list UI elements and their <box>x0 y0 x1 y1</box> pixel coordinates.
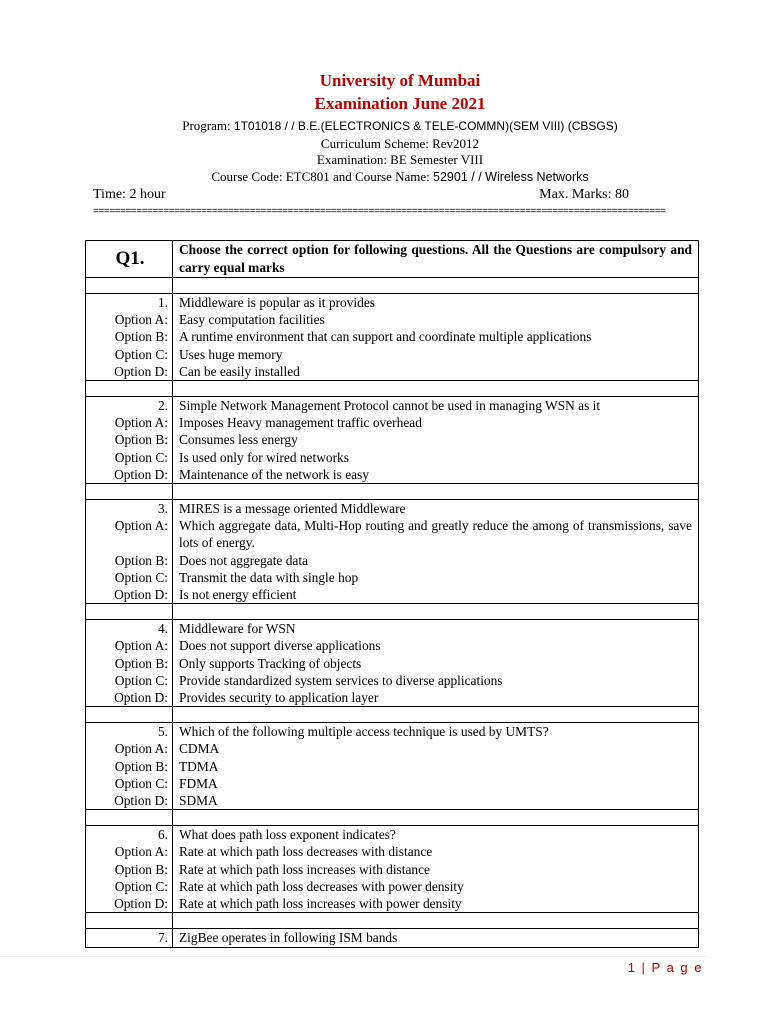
option-text: SDMA <box>173 792 699 810</box>
spacer-cell <box>86 707 173 723</box>
option-label: Option C: <box>86 449 173 466</box>
question-text: Which of the following multiple access technique is used by UMTS? <box>173 723 699 741</box>
question-number: 7. <box>86 929 173 947</box>
question-number: 4. <box>86 620 173 638</box>
option-text: Which aggregate data, Multi-Hop routing and greatly reduce the among of transmissions, save lots of energy. <box>173 517 699 551</box>
spacer-row <box>86 484 699 500</box>
page-number: 1 | P a g e <box>627 960 703 975</box>
question-row <box>86 397 699 415</box>
option-label: Option B: <box>86 328 173 345</box>
option-text: A runtime environment that can support and coordinate multiple applications <box>173 328 699 345</box>
spacer-cell <box>173 604 699 620</box>
option-text: Can be easily installed <box>173 363 699 381</box>
spacer-cell <box>86 381 173 397</box>
option-label: Option D: <box>86 466 173 484</box>
examination-line: Examination: BE Semester VIII <box>316 152 484 167</box>
option-text: Is not energy efficient <box>173 586 699 604</box>
option-label: Option A: <box>86 637 173 654</box>
option-text: Rate at which path loss increases with distance <box>173 861 699 878</box>
option-row <box>86 517 699 551</box>
option-text: Does not support diverse applications <box>173 637 699 654</box>
option-row <box>86 311 699 328</box>
spacer-cell <box>173 913 699 929</box>
option-text: FDMA <box>173 775 699 792</box>
spacer-cell <box>86 913 173 929</box>
spacer-cell <box>173 810 699 826</box>
option-row <box>86 655 699 672</box>
option-label: Option D: <box>86 792 173 810</box>
option-row <box>86 672 699 689</box>
option-label: Option B: <box>86 552 173 569</box>
option-label: Option B: <box>86 861 173 878</box>
footer-divider <box>0 956 707 957</box>
option-label: Option A: <box>86 843 173 860</box>
option-label: Option A: <box>86 414 173 431</box>
option-row <box>86 552 699 569</box>
option-row <box>86 758 699 775</box>
option-row <box>86 843 699 860</box>
q1-instruction: Choose the correct option for following questions. All the Questions are compulsory and carry equal marks <box>173 241 699 278</box>
time-label: Time: 2 hour <box>93 187 166 202</box>
option-row <box>86 586 699 604</box>
q1-header-row <box>86 241 699 278</box>
question-text: MIRES is a message oriented Middleware <box>173 500 699 518</box>
spacer-cell <box>173 381 699 397</box>
curriculum-line: Curriculum Scheme: Rev2012 <box>320 136 480 151</box>
option-text: Rate at which path loss decreases with distance <box>173 843 699 860</box>
option-row <box>86 449 699 466</box>
university-title: University of Mumbai <box>319 71 481 90</box>
spacer-row <box>86 913 699 929</box>
option-label: Option A: <box>86 517 173 551</box>
program-value: 1T01018 / / B.E.(ELECTRONICS & TELE-COMMN)(SEM VIII) (CBSGS) <box>233 119 618 133</box>
option-text: Transmit the data with single hop <box>173 569 699 586</box>
spacer-row <box>86 381 699 397</box>
question-text: ZigBee operates in following ISM bands <box>173 929 699 947</box>
option-text: Provide standardized system services to diverse applications <box>173 672 699 689</box>
spacer-cell <box>173 278 699 294</box>
spacer-cell <box>173 707 699 723</box>
spacer-cell <box>86 278 173 294</box>
option-row <box>86 328 699 345</box>
option-label: Option C: <box>86 775 173 792</box>
option-row <box>86 740 699 757</box>
course-line <box>0 169 770 185</box>
option-row <box>86 878 699 895</box>
spacer-cell <box>86 810 173 826</box>
option-label: Option B: <box>86 655 173 672</box>
max-marks-label: Max. Marks: 80 <box>539 187 629 202</box>
question-row <box>86 294 699 312</box>
option-label: Option D: <box>86 895 173 913</box>
question-number: 2. <box>86 397 173 415</box>
option-text: Easy computation facilities <box>173 311 699 328</box>
option-row <box>86 431 699 448</box>
option-label: Option B: <box>86 758 173 775</box>
option-text: Rate at which path loss increases with power density <box>173 895 699 913</box>
question-row <box>86 620 699 638</box>
option-text: Uses huge memory <box>173 346 699 363</box>
question-text: Simple Network Management Protocol cannot be used in managing WSN as it <box>173 397 699 415</box>
option-row <box>86 363 699 381</box>
option-row <box>86 775 699 792</box>
time-marks-row <box>93 186 629 204</box>
option-label: Option C: <box>86 672 173 689</box>
spacer-row <box>86 604 699 620</box>
option-text: TDMA <box>173 758 699 775</box>
option-label: Option A: <box>86 740 173 757</box>
questions-table <box>85 240 699 948</box>
option-label: Option B: <box>86 431 173 448</box>
option-label: Option C: <box>86 569 173 586</box>
course-prefix: Course Code: ETC801 and Course Name: <box>211 169 434 184</box>
question-text: What does path loss exponent indicates? <box>173 826 699 844</box>
question-number: 3. <box>86 500 173 518</box>
questions-table-body <box>86 241 699 948</box>
option-row <box>86 569 699 586</box>
option-row <box>86 689 699 707</box>
option-text: CDMA <box>173 740 699 757</box>
option-label: Option C: <box>86 878 173 895</box>
option-label: Option A: <box>86 311 173 328</box>
option-text: Imposes Heavy management traffic overhead <box>173 414 699 431</box>
question-row <box>86 500 699 518</box>
spacer-cell <box>173 484 699 500</box>
option-row <box>86 895 699 913</box>
separator-rule: ========================================================================================================== <box>93 207 666 218</box>
spacer-cell <box>86 604 173 620</box>
option-row <box>86 792 699 810</box>
exam-title: Examination June 2021 <box>314 94 486 113</box>
question-number: 5. <box>86 723 173 741</box>
spacer-row <box>86 810 699 826</box>
option-text: Does not aggregate data <box>173 552 699 569</box>
option-text: Consumes less energy <box>173 431 699 448</box>
spacer-row <box>86 278 699 294</box>
question-number: 1. <box>86 294 173 312</box>
option-label: Option D: <box>86 363 173 381</box>
program-prefix: Program: <box>182 118 234 133</box>
spacer-row <box>86 707 699 723</box>
option-text: Is used only for wired networks <box>173 449 699 466</box>
option-label: Option D: <box>86 586 173 604</box>
option-row <box>86 414 699 431</box>
option-label: Option D: <box>86 689 173 707</box>
option-text: Provides security to application layer <box>173 689 699 707</box>
option-row <box>86 466 699 484</box>
option-text: Rate at which path loss decreases with power density <box>173 878 699 895</box>
option-label: Option C: <box>86 346 173 363</box>
option-text: Maintenance of the network is easy <box>173 466 699 484</box>
question-number: 6. <box>86 826 173 844</box>
option-text: Only supports Tracking of objects <box>173 655 699 672</box>
q1-label: Q1. <box>86 241 173 278</box>
spacer-cell <box>86 484 173 500</box>
option-row <box>86 637 699 654</box>
question-row <box>86 929 699 947</box>
course-value: 52901 / / Wireless Networks <box>433 170 589 184</box>
question-text: Middleware for WSN <box>173 620 699 638</box>
program-line <box>0 118 770 134</box>
option-row <box>86 861 699 878</box>
question-row <box>86 826 699 844</box>
option-row <box>86 346 699 363</box>
question-text: Middleware is popular as it provides <box>173 294 699 312</box>
question-row <box>86 723 699 741</box>
